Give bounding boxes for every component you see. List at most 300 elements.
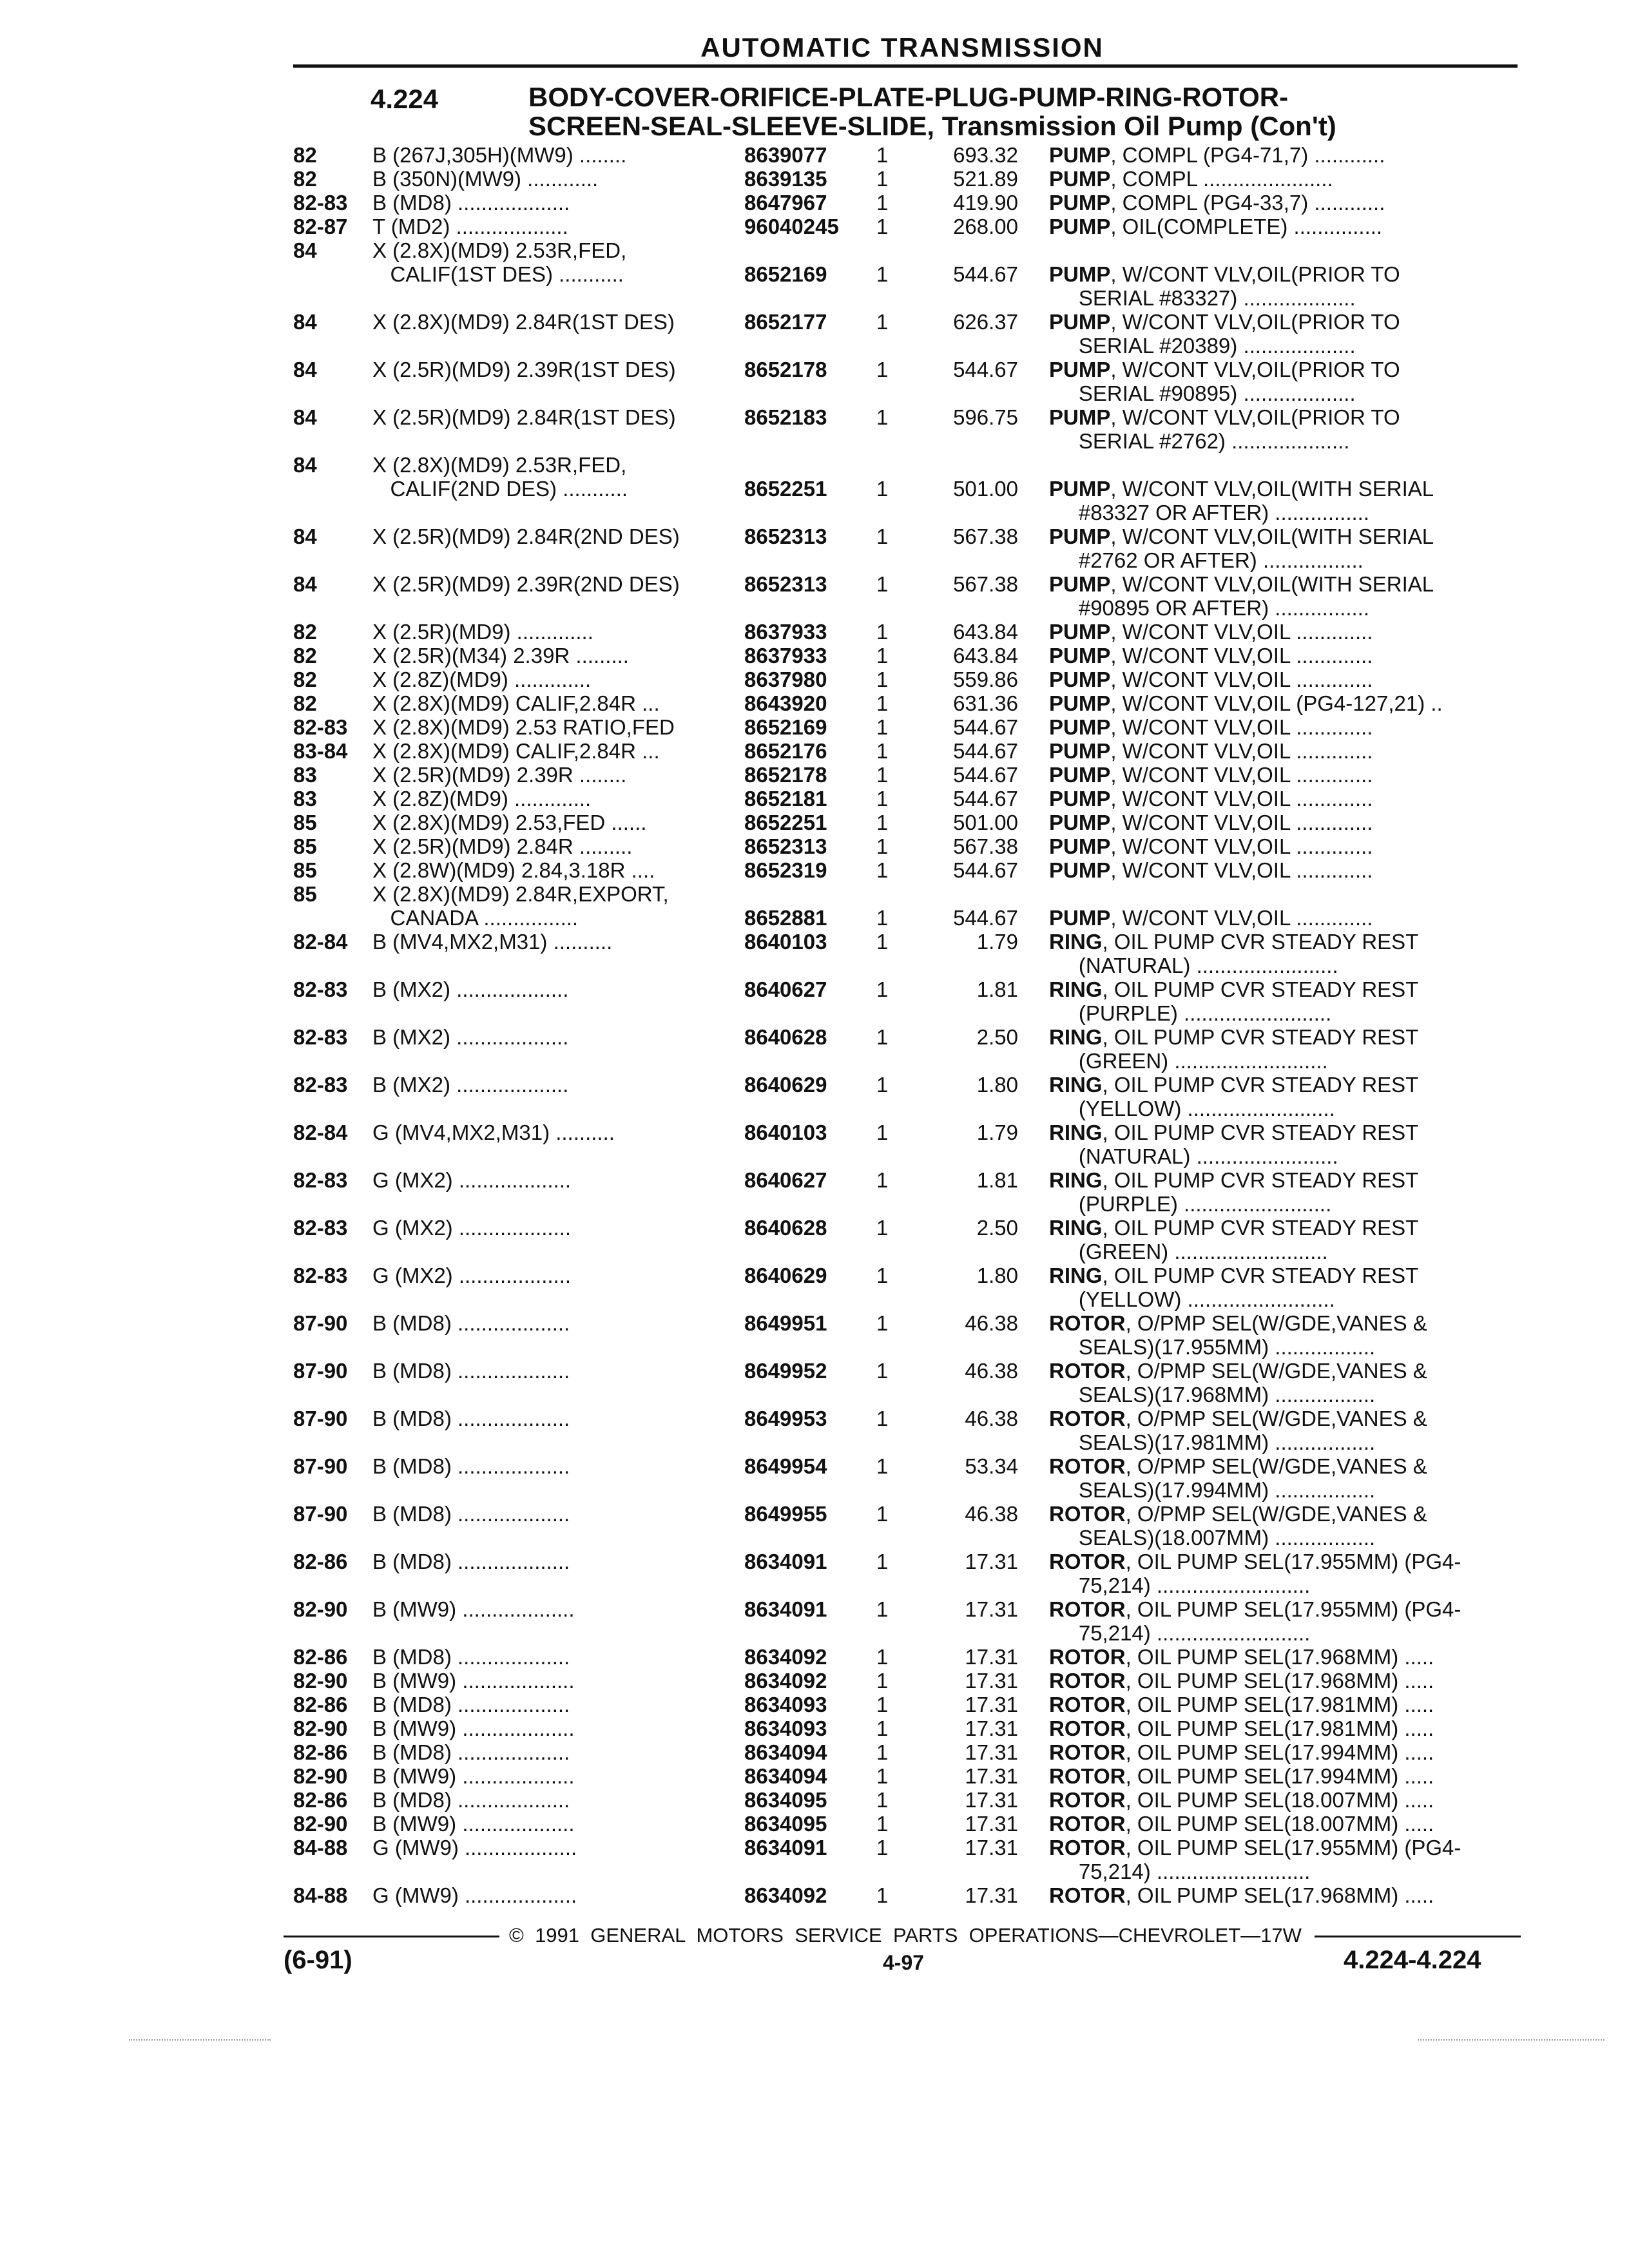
quantity: 1 bbox=[876, 1025, 889, 1049]
table-row bbox=[0, 668, 1629, 691]
part-number: 8639135 bbox=[744, 167, 827, 191]
description-line: B (MW9) ................... bbox=[372, 1716, 575, 1740]
part-keyword: PUMP bbox=[1049, 644, 1111, 668]
table-row bbox=[0, 1311, 1629, 1359]
model-year: 82-90 bbox=[293, 1716, 348, 1740]
quantity: 1 bbox=[876, 811, 889, 834]
part-name-line: PUMP, COMPL (PG4-33,7) ............ bbox=[1049, 191, 1385, 215]
price: 544.67 bbox=[953, 906, 1018, 930]
part-name-line: #83327 OR AFTER) ................ bbox=[1049, 501, 1369, 524]
description-line: B (267J,305H)(MW9) ........ bbox=[372, 143, 627, 167]
description-line: G (MX2) ................... bbox=[372, 1216, 572, 1240]
description-line: B (MW9) ................... bbox=[372, 1669, 575, 1693]
part-keyword: PUMP bbox=[1049, 167, 1111, 191]
price: 626.37 bbox=[953, 310, 1018, 334]
quantity: 1 bbox=[876, 572, 889, 596]
table-row bbox=[0, 405, 1629, 453]
description-line: G (MX2) ................... bbox=[372, 1168, 572, 1192]
price: 544.67 bbox=[953, 787, 1018, 811]
description-line: X (2.5R)(MD9) 2.84R(2ND DES) bbox=[372, 524, 680, 548]
quantity: 1 bbox=[876, 167, 889, 191]
model-year: 84 bbox=[293, 453, 317, 477]
table-row bbox=[0, 787, 1629, 811]
table-row bbox=[0, 1407, 1629, 1454]
description-line: B (MD8) ................... bbox=[372, 1502, 570, 1526]
description-line: X (2.8Z)(MD9) ............. bbox=[372, 787, 592, 811]
section-title-line-1: BODY-COVER-ORIFICE-PLATE-PLUG-PUMP-RING-ROTOR- bbox=[528, 82, 1289, 112]
part-number: 8637980 bbox=[744, 668, 827, 691]
part-name-line: PUMP, W/CONT VLV,OIL ............. bbox=[1049, 834, 1373, 858]
part-keyword: ROTOR bbox=[1049, 1693, 1126, 1716]
table-row bbox=[0, 1764, 1629, 1788]
model-year: 82 bbox=[293, 620, 317, 644]
part-name-line: (GREEN) .......................... bbox=[1049, 1049, 1328, 1073]
part-name-line: PUMP, OIL(COMPLETE) ............... bbox=[1049, 215, 1383, 238]
description-line: X (2.5R)(MD9) 2.84R ......... bbox=[372, 834, 633, 858]
scan-artifact bbox=[129, 2039, 271, 2041]
quantity: 1 bbox=[876, 477, 889, 501]
part-name-line: ROTOR, O/PMP SEL(W/GDE,VANES & bbox=[1049, 1454, 1427, 1478]
quantity: 1 bbox=[876, 1359, 889, 1383]
model-year: 84 bbox=[293, 310, 317, 334]
description-line: X (2.5R)(M34) 2.39R ......... bbox=[372, 644, 629, 668]
part-keyword: ROTOR bbox=[1049, 1836, 1126, 1860]
part-number: 8652183 bbox=[744, 405, 827, 429]
part-name-line: RING, OIL PUMP CVR STEADY REST bbox=[1049, 930, 1419, 954]
part-keyword: PUMP bbox=[1049, 215, 1111, 238]
quantity: 1 bbox=[876, 1168, 889, 1192]
part-name-line: RING, OIL PUMP CVR STEADY REST bbox=[1049, 1073, 1419, 1097]
model-year: 82-83 bbox=[293, 1216, 348, 1240]
model-year: 82-87 bbox=[293, 215, 348, 238]
quantity: 1 bbox=[876, 906, 889, 930]
table-row bbox=[0, 572, 1629, 620]
table-row bbox=[0, 1025, 1629, 1073]
quantity: 1 bbox=[876, 1311, 889, 1335]
part-keyword: PUMP bbox=[1049, 262, 1111, 286]
part-name-line: PUMP, W/CONT VLV,OIL(WITH SERIAL bbox=[1049, 477, 1434, 501]
part-keyword: RING bbox=[1049, 1264, 1103, 1287]
part-number: 8634093 bbox=[744, 1716, 827, 1740]
part-number: 8634092 bbox=[744, 1669, 827, 1693]
part-number: 8652313 bbox=[744, 524, 827, 548]
model-year: 85 bbox=[293, 858, 317, 882]
table-row bbox=[0, 1812, 1629, 1836]
price: 17.31 bbox=[965, 1645, 1018, 1669]
price: 567.38 bbox=[953, 572, 1018, 596]
table-row bbox=[0, 310, 1629, 358]
part-number: 8652169 bbox=[744, 715, 827, 739]
part-number: 8640103 bbox=[744, 930, 827, 954]
price: 2.50 bbox=[976, 1216, 1018, 1240]
part-name-line: ROTOR, O/PMP SEL(W/GDE,VANES & bbox=[1049, 1407, 1427, 1430]
description-line: X (2.5R)(MD9) ............. bbox=[372, 620, 593, 644]
model-year: 87-90 bbox=[293, 1311, 348, 1335]
part-number: 8649951 bbox=[744, 1311, 827, 1335]
part-name-line: ROTOR, OIL PUMP SEL(17.981MM) ..... bbox=[1049, 1716, 1434, 1740]
model-year: 87-90 bbox=[293, 1502, 348, 1526]
description-line: B (MD8) ................... bbox=[372, 1550, 570, 1573]
model-year: 82 bbox=[293, 143, 317, 167]
part-name-line: PUMP, W/CONT VLV,OIL ............. bbox=[1049, 906, 1373, 930]
description-line: G (MW9) ................... bbox=[372, 1883, 577, 1907]
part-name-line: PUMP, COMPL (PG4-71,7) ............ bbox=[1049, 143, 1385, 167]
part-name-line: ROTOR, O/PMP SEL(W/GDE,VANES & bbox=[1049, 1311, 1427, 1335]
part-keyword: ROTOR bbox=[1049, 1359, 1126, 1383]
part-keyword: RING bbox=[1049, 1120, 1103, 1144]
quantity: 1 bbox=[876, 668, 889, 691]
part-name-line: RING, OIL PUMP CVR STEADY REST bbox=[1049, 1120, 1419, 1144]
part-name-line: RING, OIL PUMP CVR STEADY REST bbox=[1049, 977, 1419, 1001]
part-name-line: PUMP, COMPL ...................... bbox=[1049, 167, 1333, 191]
model-year: 84 bbox=[293, 524, 317, 548]
part-number: 8634092 bbox=[744, 1883, 827, 1907]
quantity: 1 bbox=[876, 1740, 889, 1764]
header-title: AUTOMATIC TRANSMISSION bbox=[700, 32, 1104, 62]
quantity: 1 bbox=[876, 1716, 889, 1740]
quantity: 1 bbox=[876, 310, 889, 334]
table-row bbox=[0, 763, 1629, 787]
part-keyword: ROTOR bbox=[1049, 1788, 1126, 1812]
table-row bbox=[0, 358, 1629, 405]
description-line: B (MV4,MX2,M31) .......... bbox=[372, 930, 613, 954]
price: 46.38 bbox=[965, 1359, 1018, 1383]
price: 544.67 bbox=[953, 358, 1018, 381]
quantity: 1 bbox=[876, 1883, 889, 1907]
table-row bbox=[0, 143, 1629, 167]
part-name-line: SEALS)(18.007MM) ................. bbox=[1049, 1526, 1376, 1550]
table-row bbox=[0, 1454, 1629, 1502]
price: 17.31 bbox=[965, 1788, 1018, 1812]
part-name-line: PUMP, W/CONT VLV,OIL ............. bbox=[1049, 620, 1373, 644]
description-line: G (MV4,MX2,M31) .......... bbox=[372, 1120, 615, 1144]
description-line: CALIF(1ST DES) ........... bbox=[372, 262, 624, 286]
table-row bbox=[0, 1788, 1629, 1812]
quantity: 1 bbox=[876, 1669, 889, 1693]
model-year: 82-83 bbox=[293, 191, 348, 215]
description-line: G (MW9) ................... bbox=[372, 1836, 577, 1860]
table-row bbox=[0, 834, 1629, 858]
part-keyword: ROTOR bbox=[1049, 1502, 1126, 1526]
price: 1.79 bbox=[976, 930, 1018, 954]
part-keyword: PUMP bbox=[1049, 358, 1111, 381]
part-number: 8652251 bbox=[744, 811, 827, 834]
description-line: B (MD8) ................... bbox=[372, 1645, 570, 1669]
price: 544.67 bbox=[953, 262, 1018, 286]
part-keyword: ROTOR bbox=[1049, 1740, 1126, 1764]
parts-table bbox=[0, 143, 1629, 1907]
part-keyword: RING bbox=[1049, 1168, 1103, 1192]
table-row bbox=[0, 238, 1629, 310]
table-row bbox=[0, 1645, 1629, 1669]
part-number: 8634093 bbox=[744, 1693, 827, 1716]
part-keyword: ROTOR bbox=[1049, 1764, 1126, 1788]
table-row bbox=[0, 715, 1629, 739]
description-line: CALIF(2ND DES) ........... bbox=[372, 477, 628, 501]
description-line: B (MW9) ................... bbox=[372, 1812, 575, 1836]
description-line: B (MX2) ................... bbox=[372, 1025, 569, 1049]
description-line: X (2.8X)(MD9) 2.53 RATIO,FED bbox=[372, 715, 675, 739]
part-keyword: ROTOR bbox=[1049, 1645, 1126, 1669]
description-line: CANADA ................ bbox=[372, 906, 579, 930]
model-year: 85 bbox=[293, 811, 317, 834]
description-line: X (2.5R)(MD9) 2.39R ........ bbox=[372, 763, 627, 787]
part-keyword: PUMP bbox=[1049, 715, 1111, 739]
part-keyword: PUMP bbox=[1049, 143, 1111, 167]
table-row bbox=[0, 930, 1629, 977]
quantity: 1 bbox=[876, 1645, 889, 1669]
table-row bbox=[0, 644, 1629, 668]
scan-artifact bbox=[1418, 2039, 1605, 2041]
price: 596.75 bbox=[953, 405, 1018, 429]
part-number: 8639077 bbox=[744, 143, 827, 167]
description-line: B (MX2) ................... bbox=[372, 1073, 569, 1097]
description-line: X (2.8X)(MD9) 2.53R,FED, bbox=[372, 238, 627, 262]
table-row bbox=[0, 524, 1629, 572]
part-number: 96040245 bbox=[744, 215, 839, 238]
part-number: 8652178 bbox=[744, 358, 827, 381]
table-row bbox=[0, 167, 1629, 191]
price: 268.00 bbox=[953, 215, 1018, 238]
part-keyword: PUMP bbox=[1049, 834, 1111, 858]
footer-page-number: 4-97 bbox=[883, 1951, 925, 1974]
description-line: B (MD8) ................... bbox=[372, 1454, 570, 1478]
model-year: 82 bbox=[293, 668, 317, 691]
model-year: 84 bbox=[293, 238, 317, 262]
description-line: B (MD8) ................... bbox=[372, 1788, 570, 1812]
part-keyword: PUMP bbox=[1049, 858, 1111, 882]
model-year: 87-90 bbox=[293, 1407, 348, 1430]
part-name-line: ROTOR, OIL PUMP SEL(17.994MM) ..... bbox=[1049, 1764, 1434, 1788]
part-name-line: (YELLOW) ......................... bbox=[1049, 1097, 1335, 1120]
part-name-line: SEALS)(17.955MM) ................. bbox=[1049, 1335, 1376, 1359]
part-keyword: ROTOR bbox=[1049, 1883, 1126, 1907]
quantity: 1 bbox=[876, 1407, 889, 1430]
table-row bbox=[0, 1264, 1629, 1311]
model-year: 82-86 bbox=[293, 1645, 348, 1669]
quantity: 1 bbox=[876, 1120, 889, 1144]
part-number: 8652177 bbox=[744, 310, 827, 334]
footer-date-code: (6-91) bbox=[284, 1946, 352, 1974]
part-number: 8640628 bbox=[744, 1216, 827, 1240]
description-line: X (2.8X)(MD9) 2.84R(1ST DES) bbox=[372, 310, 675, 334]
quantity: 1 bbox=[876, 1550, 889, 1573]
part-number: 8634094 bbox=[744, 1764, 827, 1788]
part-number: 8647967 bbox=[744, 191, 827, 215]
part-keyword: ROTOR bbox=[1049, 1812, 1126, 1836]
part-number: 8652881 bbox=[744, 906, 827, 930]
price: 1.80 bbox=[976, 1073, 1018, 1097]
model-year: 87-90 bbox=[293, 1359, 348, 1383]
description-line: X (2.5R)(MD9) 2.39R(1ST DES) bbox=[372, 358, 676, 381]
price: 17.31 bbox=[965, 1550, 1018, 1573]
part-name-line: 75,214) .......................... bbox=[1049, 1573, 1311, 1597]
table-row bbox=[0, 882, 1629, 930]
section-number: 4.224 bbox=[371, 84, 439, 114]
table-row bbox=[0, 1359, 1629, 1407]
table-row bbox=[0, 1168, 1629, 1216]
part-name-line: 75,214) .......................... bbox=[1049, 1621, 1311, 1645]
description-line: X (2.8X)(MD9) 2.53R,FED, bbox=[372, 453, 627, 477]
description-line: B (MD8) ................... bbox=[372, 1359, 570, 1383]
part-keyword: PUMP bbox=[1049, 691, 1111, 715]
part-number: 8634091 bbox=[744, 1597, 827, 1621]
price: 17.31 bbox=[965, 1764, 1018, 1788]
part-keyword: ROTOR bbox=[1049, 1454, 1126, 1478]
model-year: 85 bbox=[293, 834, 317, 858]
quantity: 1 bbox=[876, 191, 889, 215]
part-keyword: PUMP bbox=[1049, 405, 1111, 429]
price: 501.00 bbox=[953, 811, 1018, 834]
quantity: 1 bbox=[876, 358, 889, 381]
model-year: 85 bbox=[293, 882, 317, 906]
part-name-line: (YELLOW) ......................... bbox=[1049, 1287, 1335, 1311]
table-row bbox=[0, 1693, 1629, 1716]
price: 17.31 bbox=[965, 1883, 1018, 1907]
model-year: 87-90 bbox=[293, 1454, 348, 1478]
quantity: 1 bbox=[876, 405, 889, 429]
part-number: 8637933 bbox=[744, 620, 827, 644]
footer-copyright: © 1991 GENERAL MOTORS SERVICE PARTS OPERATIONS—CHEVROLET—17W bbox=[509, 1924, 1302, 1946]
part-name-line: PUMP, W/CONT VLV,OIL ............. bbox=[1049, 739, 1373, 763]
part-keyword: RING bbox=[1049, 1025, 1103, 1049]
part-keyword: ROTOR bbox=[1049, 1311, 1126, 1335]
model-year: 83 bbox=[293, 763, 317, 787]
part-keyword: ROTOR bbox=[1049, 1550, 1126, 1573]
description-line: B (MW9) ................... bbox=[372, 1764, 575, 1788]
part-number: 8640629 bbox=[744, 1264, 827, 1287]
table-row bbox=[0, 1502, 1629, 1550]
price: 559.86 bbox=[953, 668, 1018, 691]
description-line: B (MD8) ................... bbox=[372, 1740, 570, 1764]
part-name-line: SERIAL #2762) .................... bbox=[1049, 429, 1350, 453]
price: 1.81 bbox=[976, 977, 1018, 1001]
part-keyword: PUMP bbox=[1049, 668, 1111, 691]
quantity: 1 bbox=[876, 930, 889, 954]
quantity: 1 bbox=[876, 834, 889, 858]
part-name-line: ROTOR, OIL PUMP SEL(18.007MM) ..... bbox=[1049, 1812, 1434, 1836]
table-row bbox=[0, 1073, 1629, 1120]
table-row bbox=[0, 1216, 1629, 1264]
part-keyword: RING bbox=[1049, 1073, 1103, 1097]
model-year: 82 bbox=[293, 644, 317, 668]
price: 17.31 bbox=[965, 1812, 1018, 1836]
part-number: 8652178 bbox=[744, 763, 827, 787]
part-name-line: PUMP, W/CONT VLV,OIL ............. bbox=[1049, 787, 1373, 811]
part-number: 8652313 bbox=[744, 834, 827, 858]
part-number: 8652313 bbox=[744, 572, 827, 596]
model-year: 84-88 bbox=[293, 1836, 348, 1860]
price: 643.84 bbox=[953, 620, 1018, 644]
model-year: 84 bbox=[293, 358, 317, 381]
price: 46.38 bbox=[965, 1407, 1018, 1430]
part-keyword: ROTOR bbox=[1049, 1669, 1126, 1693]
footer-rule-right bbox=[1315, 1936, 1521, 1937]
price: 1.79 bbox=[976, 1120, 1018, 1144]
price: 1.80 bbox=[976, 1264, 1018, 1287]
part-name-line: ROTOR, OIL PUMP SEL(17.981MM) ..... bbox=[1049, 1693, 1434, 1716]
price: 419.90 bbox=[953, 191, 1018, 215]
model-year: 82-90 bbox=[293, 1812, 348, 1836]
quantity: 1 bbox=[876, 143, 889, 167]
part-name-line: SERIAL #20389) ................... bbox=[1049, 334, 1356, 358]
model-year: 82-83 bbox=[293, 1264, 348, 1287]
part-number: 8634095 bbox=[744, 1812, 827, 1836]
part-name-line: ROTOR, OIL PUMP SEL(17.994MM) ..... bbox=[1049, 1740, 1434, 1764]
section-title bbox=[528, 82, 1336, 140]
quantity: 1 bbox=[876, 1693, 889, 1716]
table-row bbox=[0, 858, 1629, 882]
part-name-line: PUMP, W/CONT VLV,OIL ............. bbox=[1049, 763, 1373, 787]
quantity: 1 bbox=[876, 787, 889, 811]
part-name-line: SEALS)(17.968MM) ................. bbox=[1049, 1383, 1376, 1407]
part-name-line: PUMP, W/CONT VLV,OIL ............. bbox=[1049, 858, 1373, 882]
model-year: 84 bbox=[293, 572, 317, 596]
description-line: B (MD8) ................... bbox=[372, 1407, 570, 1430]
part-name-line: RING, OIL PUMP CVR STEADY REST bbox=[1049, 1216, 1419, 1240]
part-keyword: PUMP bbox=[1049, 787, 1111, 811]
description-line: X (2.8W)(MD9) 2.84,3.18R .... bbox=[372, 858, 655, 882]
price: 17.31 bbox=[965, 1597, 1018, 1621]
table-row bbox=[0, 811, 1629, 834]
description-line: T (MD2) ................... bbox=[372, 215, 568, 238]
part-number: 8643920 bbox=[744, 691, 827, 715]
table-row bbox=[0, 1550, 1629, 1597]
part-name-line: PUMP, W/CONT VLV,OIL (PG4-127,21) .. bbox=[1049, 691, 1443, 715]
part-name-line: (PURPLE) ......................... bbox=[1049, 1192, 1332, 1216]
part-name-line: ROTOR, OIL PUMP SEL(17.955MM) (PG4- bbox=[1049, 1597, 1461, 1621]
model-year: 82-83 bbox=[293, 1168, 348, 1192]
quantity: 1 bbox=[876, 763, 889, 787]
part-keyword: RING bbox=[1049, 930, 1103, 954]
model-year: 82-90 bbox=[293, 1597, 348, 1621]
quantity: 1 bbox=[876, 858, 889, 882]
quantity: 1 bbox=[876, 691, 889, 715]
quantity: 1 bbox=[876, 1597, 889, 1621]
price: 1.81 bbox=[976, 1168, 1018, 1192]
part-name-line: PUMP, W/CONT VLV,OIL(PRIOR TO bbox=[1049, 358, 1400, 381]
part-name-line: PUMP, W/CONT VLV,OIL(PRIOR TO bbox=[1049, 310, 1400, 334]
price: 693.32 bbox=[953, 143, 1018, 167]
part-number: 8652319 bbox=[744, 858, 827, 882]
part-name-line: PUMP, W/CONT VLV,OIL(WITH SERIAL bbox=[1049, 524, 1434, 548]
part-number: 8649952 bbox=[744, 1359, 827, 1383]
quantity: 1 bbox=[876, 1812, 889, 1836]
description-line: X (2.8X)(MD9) CALIF,2.84R ... bbox=[372, 739, 660, 763]
part-keyword: PUMP bbox=[1049, 906, 1111, 930]
model-year: 82-86 bbox=[293, 1740, 348, 1764]
price: 17.31 bbox=[965, 1740, 1018, 1764]
part-name-line: 75,214) .......................... bbox=[1049, 1860, 1311, 1883]
part-name-line: RING, OIL PUMP CVR STEADY REST bbox=[1049, 1025, 1419, 1049]
part-number: 8640103 bbox=[744, 1120, 827, 1144]
model-year: 82-90 bbox=[293, 1669, 348, 1693]
part-name-line: ROTOR, O/PMP SEL(W/GDE,VANES & bbox=[1049, 1502, 1427, 1526]
model-year: 83-84 bbox=[293, 739, 348, 763]
quantity: 1 bbox=[876, 215, 889, 238]
part-keyword: ROTOR bbox=[1049, 1407, 1126, 1430]
part-number: 8634091 bbox=[744, 1550, 827, 1573]
part-name-line: (NATURAL) ........................ bbox=[1049, 1144, 1338, 1168]
quantity: 1 bbox=[876, 1836, 889, 1860]
part-name-line: (GREEN) .......................... bbox=[1049, 1240, 1328, 1264]
part-number: 8649954 bbox=[744, 1454, 827, 1478]
part-name-line: ROTOR, OIL PUMP SEL(17.955MM) (PG4- bbox=[1049, 1836, 1461, 1860]
quantity: 1 bbox=[876, 1454, 889, 1478]
part-name-line: SEALS)(17.994MM) ................. bbox=[1049, 1478, 1376, 1502]
part-number: 8652176 bbox=[744, 739, 827, 763]
model-year: 82-83 bbox=[293, 715, 348, 739]
